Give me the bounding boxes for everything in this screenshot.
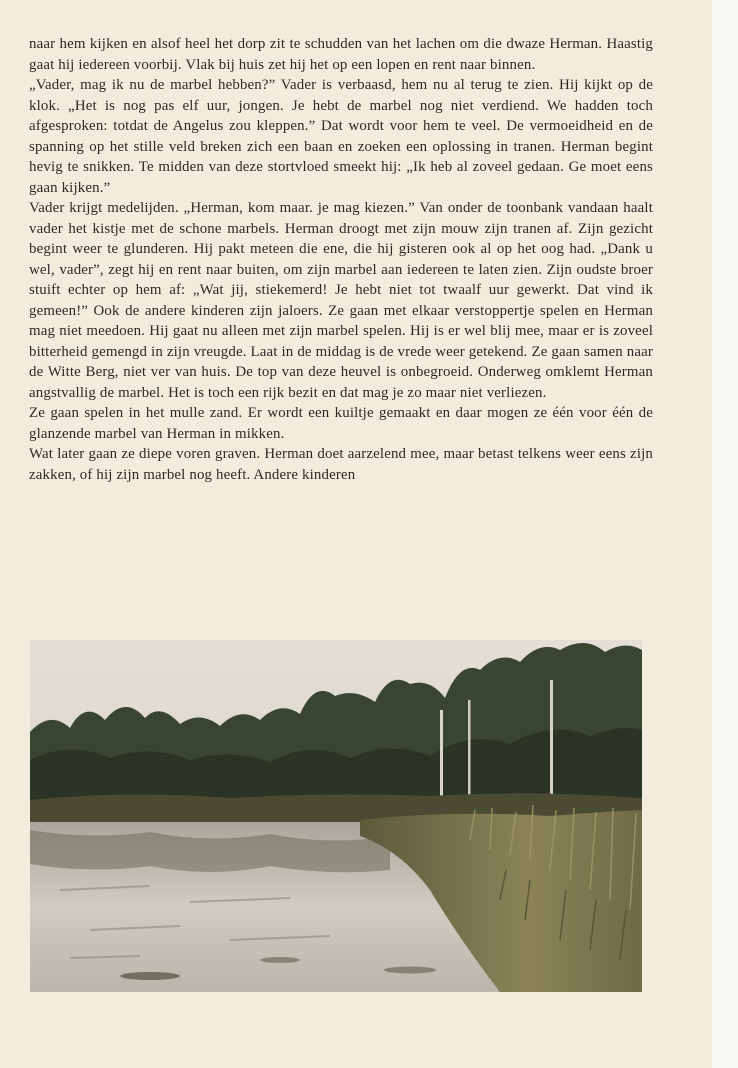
- paragraph-5: Wat later gaan ze diepe voren graven. Herman doet aarzelend mee, maar betast telkens weer eens zijn zakken, of hij zijn marbel nog heeft. Andere kinderen: [29, 446, 653, 483]
- body-text: [29, 34, 653, 485]
- paragraph-3: Vader krijgt medelijden. „Herman, kom maar. je mag kiezen.” Van onder de toonbank vandaan haalt vader het kistje met de schone marbels. Herman droogt met zijn mouw zijn tranen af. Zijn gezicht begint weer te glunderen. Hij pakt meteen die ene, die hij gisteren ook al op het oog had. „Dank u wel, vader”, zegt hij en rent naar buiten, om zijn marbel aan iedereen te laten zien. Zijn oudste broer stuift echter op hem af: „Wat jij, stiekemerd! Je hebt niet tot twaalf uur gewerkt. Dat vind ik gemeen!” Ook de andere kinderen zijn jaloers. Ze gaan met elkaar verstoppertje spelen en Herman mag niet meedoen. Hij gaat nu alleen met zijn marbel spelen. Hij is er wel blij mee, maar er is zoveel bitterheid gemengd in zijn vreugde. Laat in de middag is de vrede weer getekend. Ze gaan samen naar de Witte Berg, niet ver van huis. De top van deze heuvel is onbegroeid. Onderweg omklemt Herman angstvallig de marbel. Het is toch een rijk bezit en dat mag je zo maar niet verliezen.: [29, 200, 653, 401]
- paragraph-1: naar hem kijken en alsof heel het dorp zit te schudden van het lachen om die dwaze Herman. Haastig gaat hij iedereen voorbij. Vlak bij huis zet hij het op een lopen en rent naar binnen.: [29, 36, 653, 73]
- page-margin: [712, 0, 738, 1068]
- paragraph-4: Ze gaan spelen in het mulle zand. Er wordt een kuiltje gemaakt en daar mogen ze één voor één de glanzende marbel van Herman in mikken.: [29, 405, 653, 442]
- landscape-photo: [30, 640, 642, 992]
- paragraph-2: „Vader, mag ik nu de marbel hebben?” Vader is verbaasd, hem nu al terug te zien. Hij kijkt op de klok. „Het is nog pas elf uur, jongen. Je hebt de marbel nog niet verdiend. We hadden toch afgesproken: totdat de Angelus zou kleppen.” Dat wordt voor hem te veel. De vermoeidheid en de spanning op het stille veld breken zich een baan en zoeken een oplossing in tranen. Herman begint hevig te snikken. Te midden van deze stortvloed smeekt hij: „Ik heb al zoveel gedaan. Ge moet eens gaan kijken.”: [29, 77, 653, 196]
